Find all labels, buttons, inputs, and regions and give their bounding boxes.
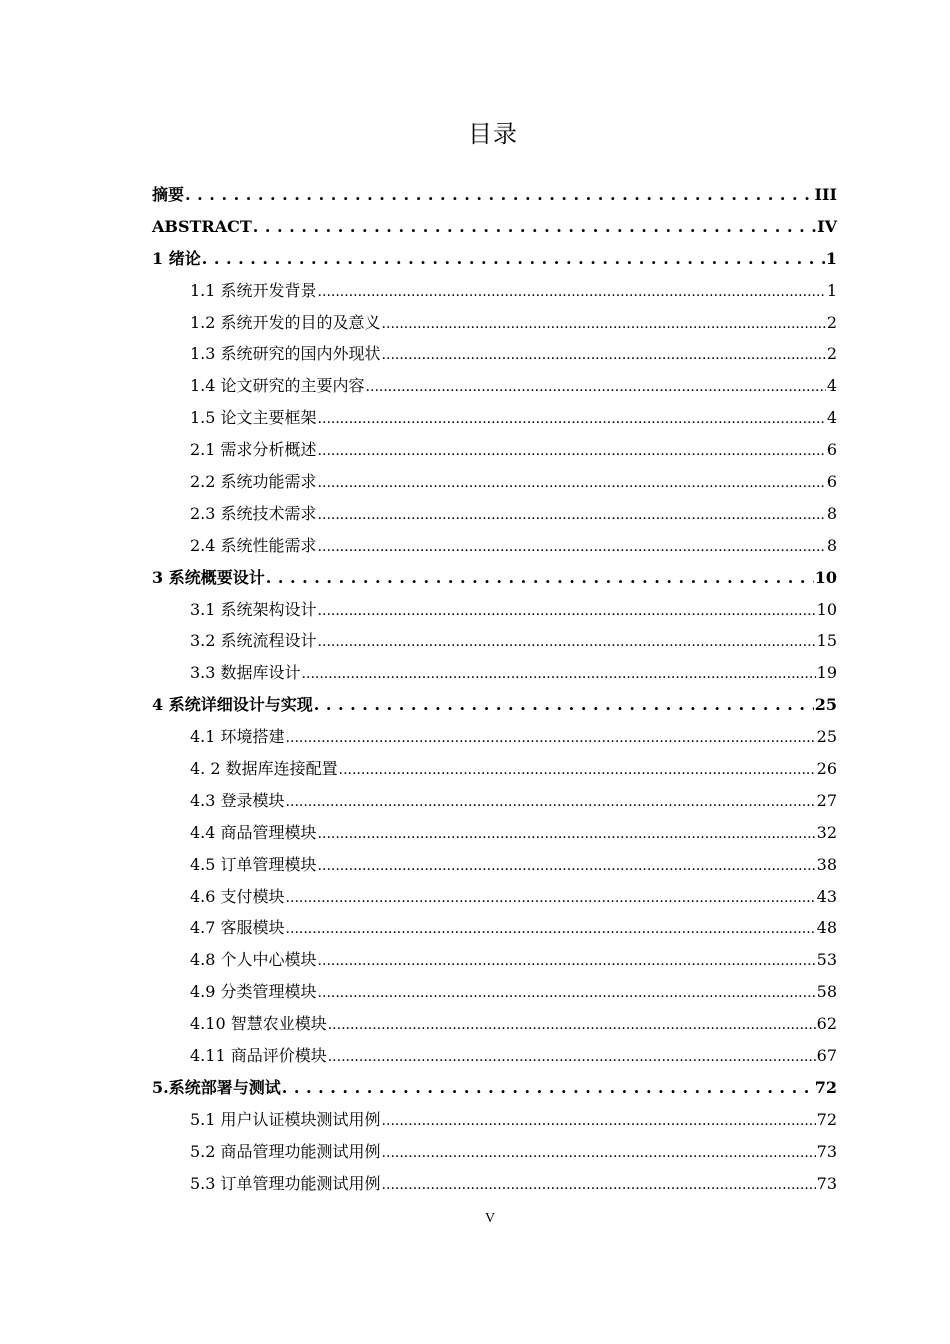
toc-entry[interactable] [152,689,837,721]
toc-entry-text: ABSTRACT [152,216,252,236]
toc-entry-page: 62 [816,1014,837,1034]
toc-entry-page: 53 [816,950,837,970]
toc-entry-page: 19 [816,663,837,683]
page-number: V [484,1211,496,1226]
toc-entry-text: 4.1 环境搭建 [190,727,285,747]
toc-entry-text: 3.2 系统流程设计 [190,631,317,651]
toc-dot-leader [286,785,816,819]
toc-dot-leader [382,1168,816,1202]
toc-entry-page: 1 [825,248,837,268]
toc-entry-text: 5.3 订单管理功能测试用例 [190,1173,381,1193]
toc-entry[interactable] [152,243,837,275]
toc-dot-leader [382,1136,816,1170]
toc-entry-page: 10 [816,599,837,619]
toc-entry[interactable] [152,657,837,689]
toc-entry[interactable] [152,944,837,976]
toc-entry[interactable] [152,721,837,753]
toc-entry[interactable] [152,849,837,881]
toc-entry-page: 67 [816,1046,837,1066]
toc-entry-text: 4 系统详细设计与实现 [152,695,313,715]
toc-entry-text: 5.系统部署与测试 [152,1077,281,1097]
toc-entry-page: 4 [826,408,837,428]
toc-entry-text: 4. 2 数据库连接配置 [190,759,338,779]
toc-dot-leader [382,307,826,341]
toc-entry-text: 2.4 系统性能需求 [190,535,317,555]
toc-entry[interactable] [152,1104,837,1136]
toc-entry-text: 5.2 商品管理功能测试用例 [190,1141,381,1161]
toc-dot-leader [314,689,814,721]
toc-dot-leader [318,275,826,309]
toc-entry-text: 摘要 [152,185,185,204]
toc-entry-text: 2.1 需求分析概述 [190,440,317,460]
toc-dot-leader [318,466,826,500]
toc-entry[interactable] [152,402,837,434]
toc-entry[interactable] [152,434,837,466]
toc-dot-leader [318,625,816,659]
toc-dot-leader [318,594,816,628]
toc-entry-text: 4.6 支付模块 [190,886,285,906]
toc-entry-text: 1.1 系统开发背景 [190,280,317,300]
toc-entry-text: 3.3 数据库设计 [190,663,301,683]
toc-dot-leader [185,179,814,211]
toc-entry[interactable] [152,1136,837,1168]
toc-entry-text: 4.9 分类管理模块 [190,982,317,1002]
toc-dot-leader [253,211,816,243]
toc-entry-text: 4.3 登录模块 [190,790,285,810]
toc-dot-leader [302,657,816,691]
toc-entry-page: 32 [816,822,837,842]
toc-dot-leader [382,1104,816,1138]
toc-entry-text: 3 系统概要设计 [152,567,265,587]
toc-entry-page: 73 [816,1173,837,1193]
toc-entry-page: 58 [816,982,837,1002]
toc-entry[interactable] [152,912,837,944]
toc-entry-text: 1.3 系统研究的国内外现状 [190,344,381,364]
toc-dot-leader [318,498,826,532]
toc-entry[interactable] [152,211,837,243]
toc-entry-page: 25 [814,695,837,715]
toc-entry-page: 8 [826,503,837,523]
toc-entry[interactable] [152,562,837,594]
toc-entry-page: III [814,185,837,204]
toc-dot-leader [318,976,816,1010]
toc-entry-text: 1.5 论文主要框架 [190,408,317,428]
toc-entry[interactable] [152,976,837,1008]
toc-dot-leader [286,721,816,755]
toc-entry-page: 1 [826,280,837,300]
toc-entry-text: 1.2 系统开发的目的及意义 [190,312,381,332]
toc-entry-text: 4.4 商品管理模块 [190,822,317,842]
toc-entry-page: 6 [826,440,837,460]
toc-entry[interactable] [152,179,837,211]
toc-entry-text: 5.1 用户认证模块测试用例 [190,1109,381,1129]
toc-entry-page: 27 [816,790,837,810]
toc-entry-text: 2.2 系统功能需求 [190,472,317,492]
toc-entry-text: 2.3 系统技术需求 [190,503,317,523]
toc-entry-text: 4.7 客服模块 [190,918,285,938]
toc-entry[interactable] [152,1040,837,1072]
toc-dot-leader [328,1040,816,1074]
toc-entry-page: 73 [816,1141,837,1161]
toc-entry-page: 8 [826,535,837,555]
toc-dot-leader [339,753,816,787]
toc-entry-page: 72 [814,1077,837,1097]
toc-dot-leader [318,944,816,978]
toc-entry-page: 6 [826,472,837,492]
toc-entry-page: 15 [816,631,837,651]
toc-dot-leader [318,849,816,883]
toc-entry[interactable] [152,338,837,370]
toc-dot-leader [328,1008,816,1042]
toc-dot-leader [318,817,816,851]
toc-entry-text: 1.4 论文研究的主要内容 [190,376,365,396]
toc-dot-leader [202,243,825,275]
toc-entry[interactable] [152,307,837,339]
toc-dot-leader [318,530,826,564]
toc-dot-leader [282,1072,814,1104]
toc-entry-page: 26 [816,759,837,779]
toc-entry-text: 4.8 个人中心模块 [190,950,317,970]
toc-entry[interactable] [152,881,837,913]
toc-dot-leader [382,338,826,372]
toc-dot-leader [366,370,826,404]
toc-entry-page: 4 [826,376,837,396]
page-title: 目录 [468,120,518,148]
toc-entry-text: 1 绪论 [152,248,201,268]
toc-entry-page: IV [817,216,837,236]
toc-entry-page: 2 [826,312,837,332]
toc-entry-page: 38 [816,854,837,874]
toc-entry-text: 4.10 智慧农业模块 [190,1014,327,1034]
toc-entry[interactable] [152,594,837,626]
toc-entry-page: 72 [816,1109,837,1129]
toc-entry-text: 4.5 订单管理模块 [190,854,317,874]
toc-dot-leader [286,881,816,915]
toc-entry[interactable] [152,370,837,402]
toc-entry[interactable] [152,275,837,307]
toc-entry-page: 43 [816,886,837,906]
toc-entry-page: 48 [816,918,837,938]
toc-list [152,179,837,1200]
toc-entry[interactable] [152,530,837,562]
toc-dot-leader [286,912,816,946]
toc-entry[interactable] [152,1008,837,1040]
toc-dot-leader [318,434,826,468]
toc-entry-page: 25 [816,727,837,747]
toc-entry[interactable] [152,785,837,817]
toc-entry[interactable] [152,1072,837,1104]
toc-dot-leader [318,402,826,436]
toc-entry[interactable] [152,466,837,498]
toc-entry[interactable] [152,1168,837,1200]
toc-entry-text: 3.1 系统架构设计 [190,599,317,619]
toc-entry-text: 4.11 商品评价模块 [190,1046,327,1066]
toc-entry[interactable] [152,498,837,530]
toc-entry[interactable] [152,625,837,657]
toc-dot-leader [266,562,814,594]
toc-entry-page: 10 [814,567,837,587]
toc-entry[interactable] [152,753,837,785]
toc-entry[interactable] [152,817,837,849]
toc-entry-page: 2 [826,344,837,364]
